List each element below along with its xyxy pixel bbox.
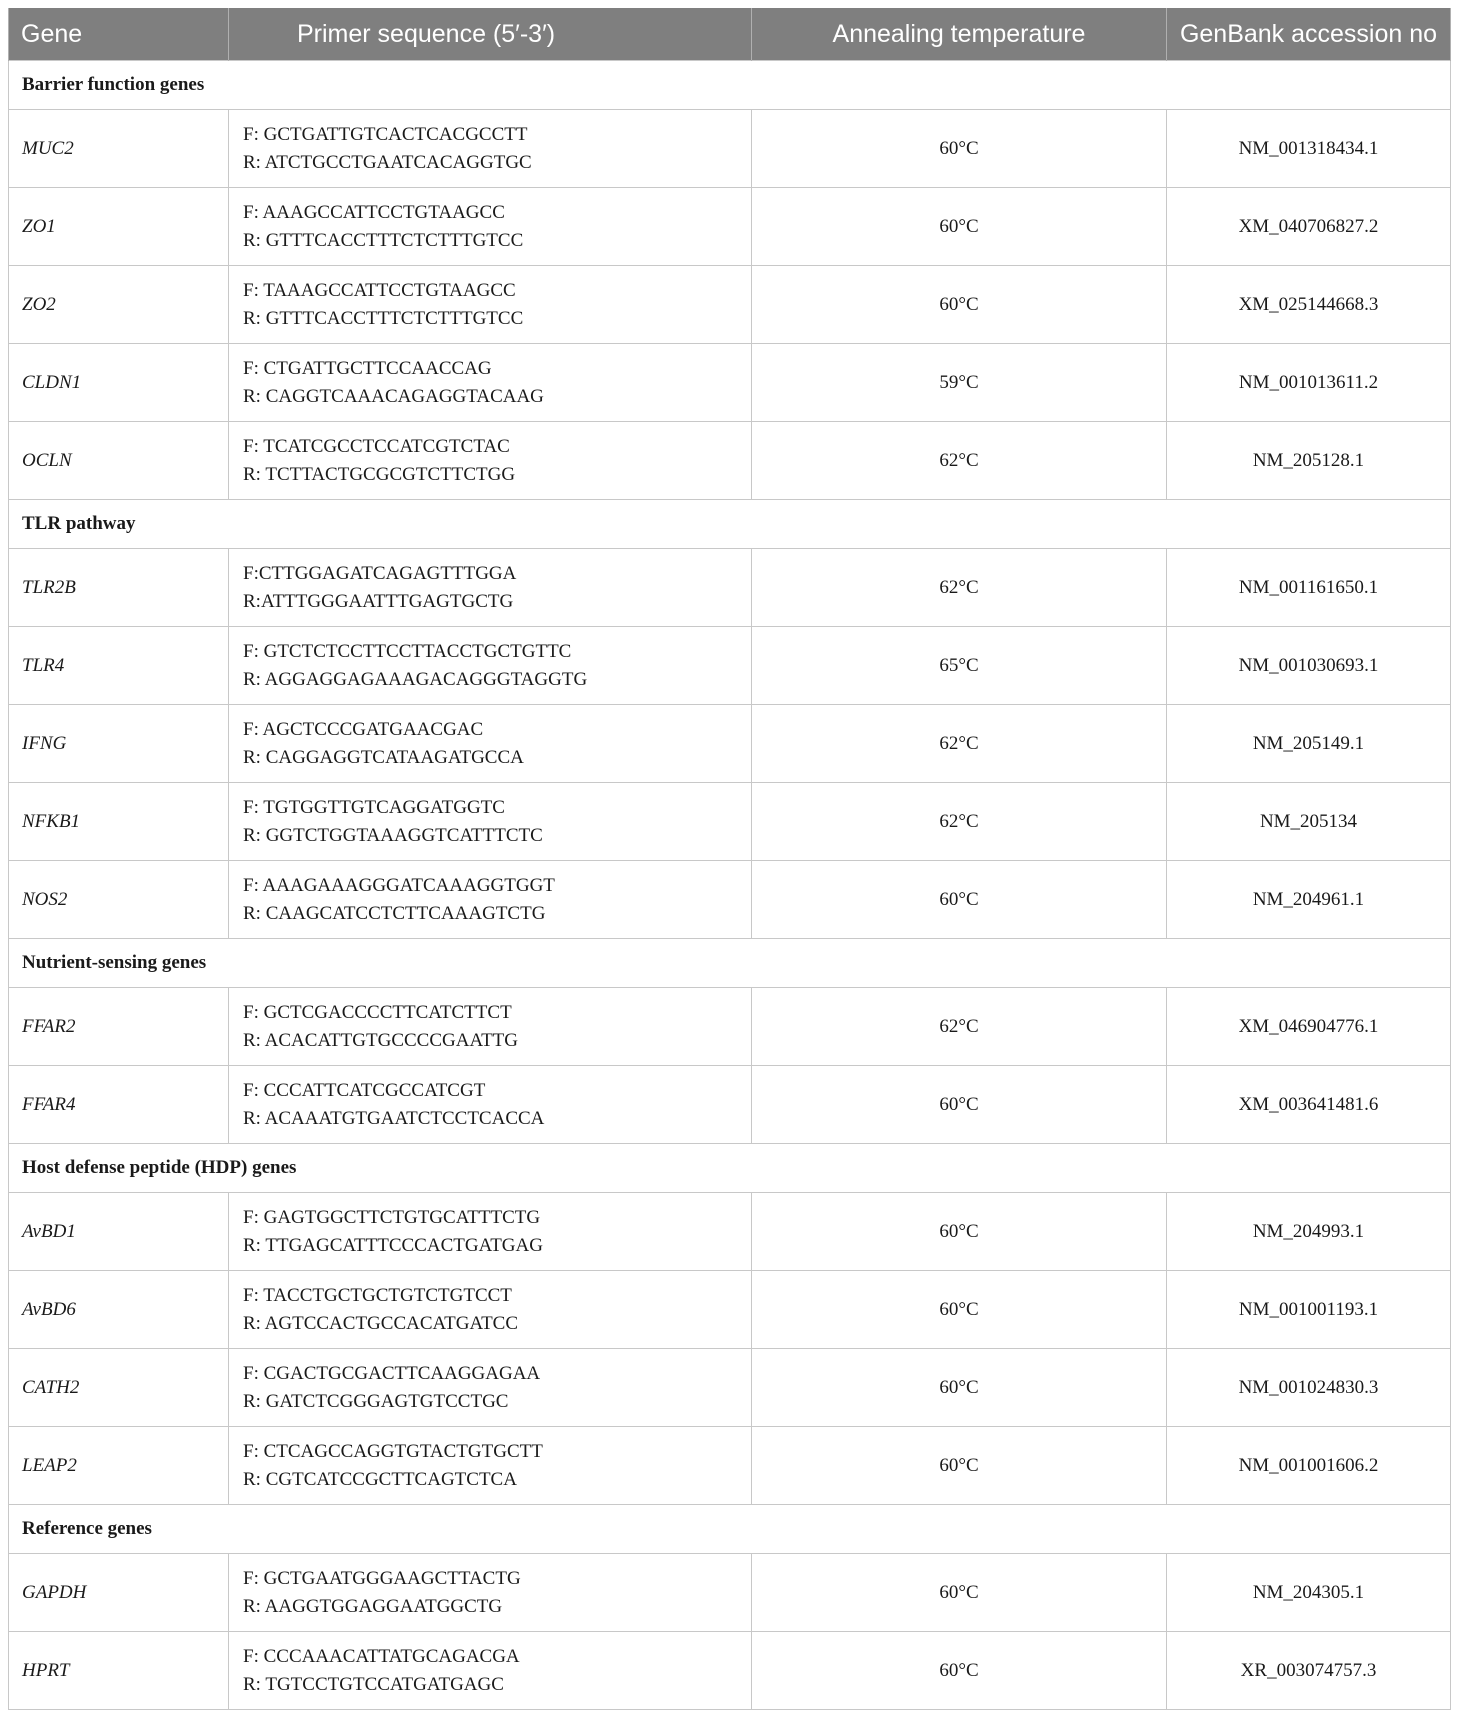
section-title: Reference genes: [9, 1505, 1451, 1554]
gene-name: MUC2: [9, 110, 229, 188]
annealing-temperature: 62°C: [752, 988, 1167, 1066]
table-row: [9, 1427, 1451, 1505]
genbank-accession: XM_003641481.6: [1167, 1066, 1451, 1144]
annealing-temperature: 60°C: [752, 266, 1167, 344]
reverse-primer: R: CAAGCATCCTCTTCAAAGTCTG: [243, 902, 546, 924]
table-row: [9, 1632, 1451, 1710]
genbank-accession: NM_204993.1: [1167, 1193, 1451, 1271]
genbank-accession: NM_204305.1: [1167, 1554, 1451, 1632]
annealing-temperature: 60°C: [752, 1427, 1167, 1505]
forward-primer: F: TCATCGCCTCCATCGTCTAC: [243, 435, 510, 457]
gene-name: LEAP2: [9, 1427, 229, 1505]
column-header-primer-sequence: Primer sequence (5′-3′): [229, 8, 752, 61]
annealing-temperature: 60°C: [752, 1632, 1167, 1710]
primer-sequence-cell: [229, 266, 752, 344]
gene-name: NFKB1: [9, 783, 229, 861]
annealing-temperature: 60°C: [752, 1271, 1167, 1349]
section-row: [9, 500, 1451, 549]
primer-table: [8, 8, 1451, 1710]
forward-primer: F:CTTGGAGATCAGAGTTTGGA: [243, 562, 517, 584]
primer-sequence-cell: [229, 188, 752, 266]
gene-name: ZO1: [9, 188, 229, 266]
table-row: [9, 627, 1451, 705]
annealing-temperature: 65°C: [752, 627, 1167, 705]
table-row: [9, 1271, 1451, 1349]
primer-sequence-cell: [229, 422, 752, 500]
table-row: [9, 705, 1451, 783]
primer-sequence-cell: [229, 705, 752, 783]
reverse-primer: R: GTTTCACCTTTCTCTTTGTCC: [243, 307, 524, 329]
annealing-temperature: 62°C: [752, 783, 1167, 861]
primer-sequence-cell: [229, 110, 752, 188]
forward-primer: F: GCTCGACCCCTTCATCTTCT: [243, 1001, 512, 1023]
table-row: [9, 422, 1451, 500]
forward-primer: F: CTGATTGCTTCCAACCAG: [243, 357, 492, 379]
table-row: [9, 1066, 1451, 1144]
forward-primer: F: CCCATTCATCGCCATCGT: [243, 1079, 486, 1101]
table-row: [9, 1349, 1451, 1427]
reverse-primer: R: ATCTGCCTGAATCACAGGTGC: [243, 151, 532, 173]
annealing-temperature: 60°C: [752, 1066, 1167, 1144]
gene-name: CATH2: [9, 1349, 229, 1427]
gene-name: NOS2: [9, 861, 229, 939]
gene-name: OCLN: [9, 422, 229, 500]
header-row: [9, 8, 1451, 61]
primer-sequence-cell: [229, 627, 752, 705]
reverse-primer: R: TGTCCTGTCCATGATGAGC: [243, 1673, 504, 1695]
gene-name: ZO2: [9, 266, 229, 344]
forward-primer: F: GCTGATTGTCACTCACGCCTT: [243, 123, 528, 145]
gene-name: HPRT: [9, 1632, 229, 1710]
table-row: [9, 1554, 1451, 1632]
table-body: [9, 61, 1451, 1710]
primer-sequence-cell: [229, 1271, 752, 1349]
primer-sequence-cell: [229, 1066, 752, 1144]
gene-name: FFAR2: [9, 988, 229, 1066]
genbank-accession: NM_204961.1: [1167, 861, 1451, 939]
table-row: [9, 988, 1451, 1066]
forward-primer: F: GAGTGGCTTCTGTGCATTTCTG: [243, 1206, 541, 1228]
primer-sequence-cell: [229, 1632, 752, 1710]
table-row: [9, 549, 1451, 627]
reverse-primer: R: CGTCATCCGCTTCAGTCTCA: [243, 1468, 517, 1490]
column-header-gene: Gene: [9, 8, 229, 61]
gene-name: TLR2B: [9, 549, 229, 627]
primer-sequence-cell: [229, 1554, 752, 1632]
genbank-accession: NM_001030693.1: [1167, 627, 1451, 705]
annealing-temperature: 60°C: [752, 110, 1167, 188]
genbank-accession: NM_001161650.1: [1167, 549, 1451, 627]
section-title: Nutrient-sensing genes: [9, 939, 1451, 988]
genbank-accession: NM_001013611.2: [1167, 344, 1451, 422]
annealing-temperature: 60°C: [752, 188, 1167, 266]
forward-primer: F: CGACTGCGACTTCAAGGAGAA: [243, 1362, 541, 1384]
gene-name: TLR4: [9, 627, 229, 705]
forward-primer: F: TGTGGTTGTCAGGATGGTC: [243, 796, 505, 818]
reverse-primer: R: GATCTCGGGAGTGTCCTGC: [243, 1390, 509, 1412]
reverse-primer: R: AGTCCACTGCCACATGATCC: [243, 1312, 519, 1334]
table-row: [9, 1193, 1451, 1271]
forward-primer: F: AAAGAAAGGGATCAAAGGTGGT: [243, 874, 555, 896]
column-header-genbank-accession: GenBank accession no: [1167, 8, 1451, 61]
section-row: [9, 1505, 1451, 1554]
primer-sequence-cell: [229, 783, 752, 861]
reverse-primer: R:ATTTGGGAATTTGAGTGCTG: [243, 590, 514, 612]
table-row: [9, 344, 1451, 422]
primer-sequence-cell: [229, 1427, 752, 1505]
reverse-primer: R: ACACATTGTGCCCCGAATTG: [243, 1029, 518, 1051]
forward-primer: F: AAAGCCATTCCTGTAAGCC: [243, 201, 505, 223]
gene-name: FFAR4: [9, 1066, 229, 1144]
forward-primer: F: TACCTGCTGCTGTCTGTCCT: [243, 1284, 512, 1306]
annealing-temperature: 62°C: [752, 422, 1167, 500]
annealing-temperature: 62°C: [752, 549, 1167, 627]
genbank-accession: XM_040706827.2: [1167, 188, 1451, 266]
reverse-primer: R: ACAAATGTGAATCTCCTCACCA: [243, 1107, 545, 1129]
gene-name: AvBD1: [9, 1193, 229, 1271]
column-header-annealing-temperature: Annealing temperature: [752, 8, 1167, 61]
gene-name: IFNG: [9, 705, 229, 783]
table-header: [9, 8, 1451, 61]
table-row: [9, 266, 1451, 344]
section-row: [9, 1144, 1451, 1193]
primer-sequence-cell: [229, 344, 752, 422]
gene-name: GAPDH: [9, 1554, 229, 1632]
reverse-primer: R: TCTTACTGCGCGTCTTCTGG: [243, 463, 516, 485]
genbank-accession: XM_025144668.3: [1167, 266, 1451, 344]
genbank-accession: NM_001001606.2: [1167, 1427, 1451, 1505]
genbank-accession: NM_205128.1: [1167, 422, 1451, 500]
annealing-temperature: 59°C: [752, 344, 1167, 422]
genbank-accession: XR_003074757.3: [1167, 1632, 1451, 1710]
section-title: Barrier function genes: [9, 61, 1451, 110]
table-row: [9, 861, 1451, 939]
reverse-primer: R: CAGGTCAAACAGAGGTACAAG: [243, 385, 544, 407]
genbank-accession: NM_001001193.1: [1167, 1271, 1451, 1349]
genbank-accession: NM_001318434.1: [1167, 110, 1451, 188]
primer-sequence-cell: [229, 549, 752, 627]
forward-primer: F: GTCTCTCCTTCCTTACCTGCTGTTC: [243, 640, 572, 662]
genbank-accession: NM_205134: [1167, 783, 1451, 861]
reverse-primer: R: AAGGTGGAGGAATGGCTG: [243, 1595, 503, 1617]
primer-sequence-cell: [229, 988, 752, 1066]
gene-name: AvBD6: [9, 1271, 229, 1349]
reverse-primer: R: GTTTCACCTTTCTCTTTGTCC: [243, 229, 524, 251]
forward-primer: F: TAAAGCCATTCCTGTAAGCC: [243, 279, 516, 301]
forward-primer: F: GCTGAATGGGAAGCTTACTG: [243, 1567, 521, 1589]
reverse-primer: R: GGTCTGGTAAAGGTCATTTCTC: [243, 824, 543, 846]
table-row: [9, 783, 1451, 861]
section-title: TLR pathway: [9, 500, 1451, 549]
annealing-temperature: 60°C: [752, 1554, 1167, 1632]
annealing-temperature: 60°C: [752, 1349, 1167, 1427]
annealing-temperature: 62°C: [752, 705, 1167, 783]
primer-sequence-cell: [229, 1193, 752, 1271]
section-row: [9, 939, 1451, 988]
reverse-primer: R: TTGAGCATTTCCCACTGATGAG: [243, 1234, 543, 1256]
section-row: [9, 61, 1451, 110]
genbank-accession: NM_001024830.3: [1167, 1349, 1451, 1427]
primer-sequence-cell: [229, 861, 752, 939]
forward-primer: F: CCCAAACATTATGCAGACGA: [243, 1645, 520, 1667]
primer-sequence-cell: [229, 1349, 752, 1427]
gene-name: CLDN1: [9, 344, 229, 422]
annealing-temperature: 60°C: [752, 1193, 1167, 1271]
genbank-accession: XM_046904776.1: [1167, 988, 1451, 1066]
reverse-primer: R: AGGAGGAGAAAGACAGGGTAGGTG: [243, 668, 588, 690]
forward-primer: F: CTCAGCCAGGTGTACTGTGCTT: [243, 1440, 543, 1462]
forward-primer: F: AGCTCCCGATGAACGAC: [243, 718, 484, 740]
table-row: [9, 110, 1451, 188]
genbank-accession: NM_205149.1: [1167, 705, 1451, 783]
section-title: Host defense peptide (HDP) genes: [9, 1144, 1451, 1193]
reverse-primer: R: CAGGAGGTCATAAGATGCCA: [243, 746, 524, 768]
annealing-temperature: 60°C: [752, 861, 1167, 939]
table-row: [9, 188, 1451, 266]
